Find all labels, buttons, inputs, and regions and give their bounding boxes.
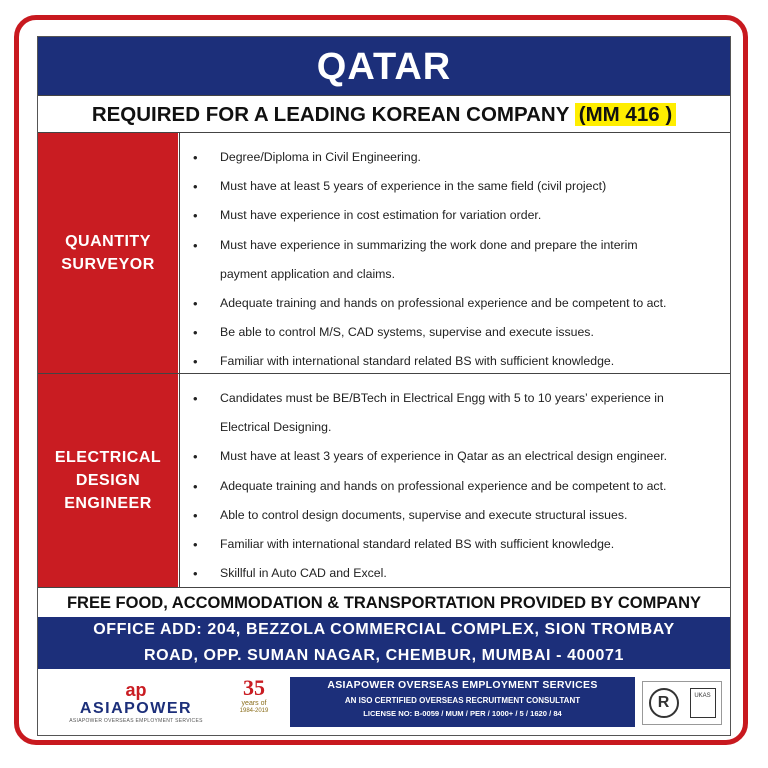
position-title <box>38 374 178 587</box>
position-title-line: ELECTRICAL <box>54 449 162 466</box>
office-address-line: OFFICE ADD: 204, BEZZOLA COMMERCIAL COMPLEX, SION TROMBAY <box>93 621 675 638</box>
position-title-line: DESIGN <box>75 472 141 489</box>
ukas-icon: UKAS <box>690 688 716 718</box>
position-title <box>38 133 178 373</box>
requirements-list <box>179 374 730 587</box>
anniversary-number: 35 <box>243 675 265 700</box>
requirement-item: • Familiar with international standard related BS with sufficient knowledge. <box>220 347 730 376</box>
license-number: LICENSE NO: B-0059 / MUM / PER / 1000+ / 5 / 1620 / 84 <box>363 709 562 718</box>
company-name: ASIAPOWER OVERSEAS EMPLOYMENT SERVICES <box>327 679 598 691</box>
position-title-line: SURVEYOR <box>61 256 155 273</box>
requirement-item: • Must have experience in summarizing the work done and prepare the interim <box>220 231 730 260</box>
requirement-continuation: payment application and claims. <box>220 266 395 281</box>
benefits-banner: FREE FOOD, ACCOMMODATION & TRANSPORTATION PROVIDED BY COMPANY <box>66 594 702 612</box>
requirement-item: • Skillful in Auto CAD and Excel. <box>220 559 730 588</box>
requirement-item: • Must have at least 5 years of experience in the same field (civil project) <box>220 172 730 201</box>
logo-name: ASIAPOWER <box>79 700 193 717</box>
requirement-item: • Familiar with international standard related BS with sufficient knowledge. <box>220 530 730 559</box>
anniversary-badge <box>226 677 282 727</box>
office-address-line: ROAD, OPP. SUMAN NAGAR, CHEMBUR, MUMBAI - 400071 <box>143 647 625 664</box>
office-address <box>38 617 730 669</box>
requirement-item: • Must have at least 3 years of experience in Qatar as an electrical design engineer. <box>220 442 730 471</box>
requirement-item: • Adequate training and hands on professional experience and be competent to act. <box>220 472 730 501</box>
requirement-item: • Adequate training and hands on professional experience and be competent to act. <box>220 289 730 318</box>
requirement-item: • Able to control design documents, supervise and execute structural issues. <box>220 501 730 530</box>
requirement-item: • Candidates must be BE/BTech in Electrical Engg with 5 to 10 years’ experience in <box>220 384 730 413</box>
requirement-item: • Must have experience in cost estimation for variation order. <box>220 201 730 230</box>
footer-strip <box>38 672 730 732</box>
logo-mark: ap <box>125 680 147 700</box>
position-title-line: ENGINEER <box>64 495 152 512</box>
requirement-item: • Be able to control M/S, CAD systems, supervise and execute issues. <box>220 318 730 347</box>
logo-tagline: ASIAPOWER OVERSEAS EMPLOYMENT SERVICES <box>69 718 203 724</box>
requirements-list <box>179 133 730 373</box>
registered-mark-icon: R <box>649 688 679 718</box>
subtitle-text: REQUIRED FOR A LEADING KOREAN COMPANY <box>91 103 570 126</box>
reference-code: (MM 416 ) <box>575 103 676 126</box>
anniversary-since: 1984-2019 <box>239 708 269 714</box>
certification-marks <box>642 681 722 725</box>
position-title-line: QUANTITY <box>65 233 151 250</box>
country-title: QATAR <box>38 37 730 95</box>
position-row-electrical-design-engineer <box>38 374 730 588</box>
company-iso: AN ISO CERTIFIED OVERSEAS RECRUITMENT CONSULTANT <box>344 696 581 705</box>
requirement-continuation: Electrical Designing. <box>220 420 332 435</box>
subtitle-bar <box>38 95 730 133</box>
company-info <box>290 677 635 727</box>
requirement-item: • Degree/Diploma in Civil Engineering. <box>220 143 730 172</box>
position-row-quantity-surveyor <box>38 133 730 374</box>
asiapower-logo <box>52 680 220 724</box>
anniversary-text: years of <box>241 700 267 707</box>
